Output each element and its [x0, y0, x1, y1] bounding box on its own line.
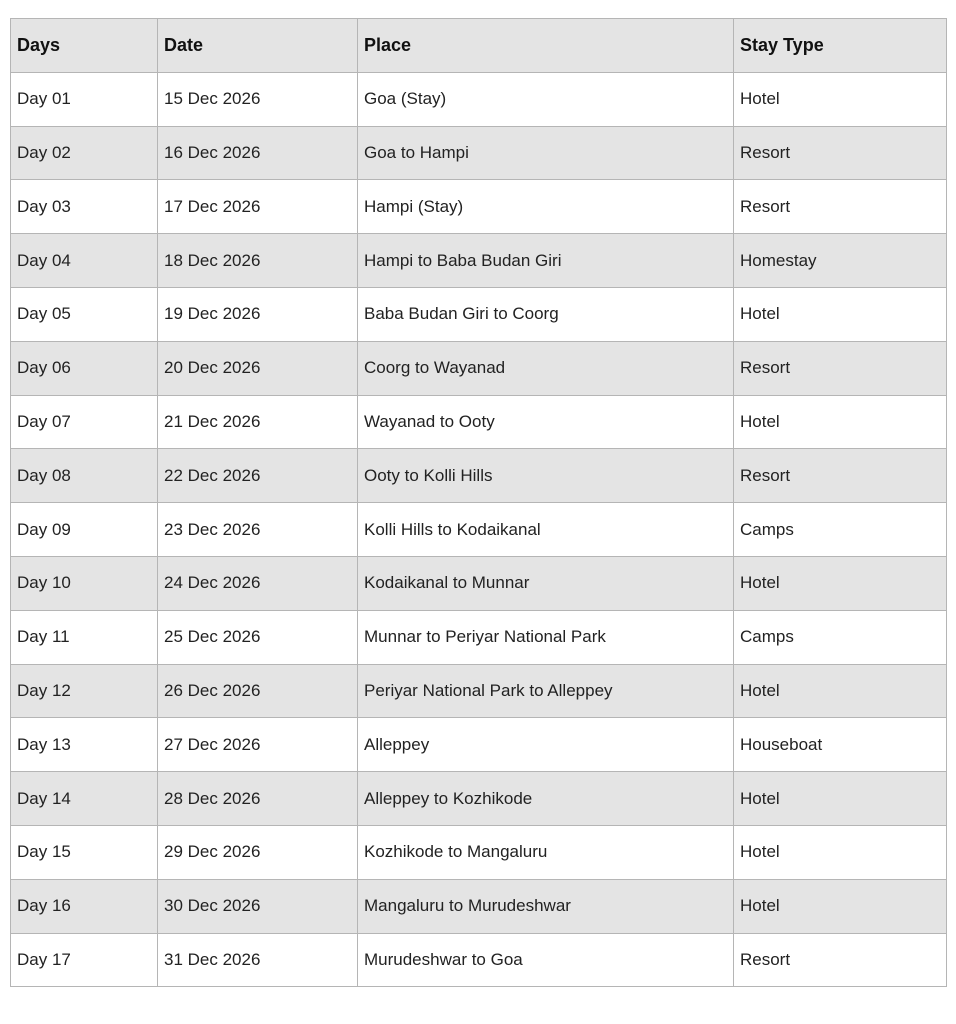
- header-stay-type: Stay Type: [734, 19, 947, 73]
- table-row: [11, 180, 947, 234]
- table-row: [11, 395, 947, 449]
- cell-stay-type: Resort: [734, 341, 947, 395]
- cell-day: Day 01: [11, 72, 158, 126]
- cell-stay-type: Houseboat: [734, 718, 947, 772]
- cell-day: Day 02: [11, 126, 158, 180]
- cell-stay-type: Hotel: [734, 287, 947, 341]
- cell-place: Alleppey: [358, 718, 734, 772]
- cell-date: 15 Dec 2026: [158, 72, 358, 126]
- cell-place: Alleppey to Kozhikode: [358, 772, 734, 826]
- cell-place: Periyar National Park to Alleppey: [358, 664, 734, 718]
- cell-day: Day 03: [11, 180, 158, 234]
- cell-date: 25 Dec 2026: [158, 610, 358, 664]
- cell-stay-type: Resort: [734, 449, 947, 503]
- table-row: [11, 72, 947, 126]
- cell-date: 22 Dec 2026: [158, 449, 358, 503]
- cell-stay-type: Homestay: [734, 234, 947, 288]
- cell-date: 21 Dec 2026: [158, 395, 358, 449]
- cell-place: Baba Budan Giri to Coorg: [358, 287, 734, 341]
- cell-day: Day 15: [11, 825, 158, 879]
- cell-stay-type: Hotel: [734, 395, 947, 449]
- cell-date: 19 Dec 2026: [158, 287, 358, 341]
- table-row: [11, 825, 947, 879]
- cell-day: Day 13: [11, 718, 158, 772]
- header-days: Days: [11, 19, 158, 73]
- cell-stay-type: Resort: [734, 180, 947, 234]
- table-row: [11, 772, 947, 826]
- cell-stay-type: Hotel: [734, 556, 947, 610]
- header-place: Place: [358, 19, 734, 73]
- cell-date: 18 Dec 2026: [158, 234, 358, 288]
- table-row: [11, 341, 947, 395]
- cell-date: 30 Dec 2026: [158, 879, 358, 933]
- cell-stay-type: Camps: [734, 610, 947, 664]
- cell-date: 16 Dec 2026: [158, 126, 358, 180]
- cell-date: 24 Dec 2026: [158, 556, 358, 610]
- cell-place: Murudeshwar to Goa: [358, 933, 734, 987]
- header-row: [11, 19, 947, 73]
- cell-date: 23 Dec 2026: [158, 503, 358, 557]
- table-row: [11, 933, 947, 987]
- cell-stay-type: Hotel: [734, 825, 947, 879]
- cell-date: 17 Dec 2026: [158, 180, 358, 234]
- cell-place: Kozhikode to Mangaluru: [358, 825, 734, 879]
- cell-place: Mangaluru to Murudeshwar: [358, 879, 734, 933]
- cell-stay-type: Hotel: [734, 879, 947, 933]
- cell-day: Day 04: [11, 234, 158, 288]
- cell-place: Kodaikanal to Munnar: [358, 556, 734, 610]
- cell-stay-type: Resort: [734, 126, 947, 180]
- cell-day: Day 14: [11, 772, 158, 826]
- table-row: [11, 718, 947, 772]
- cell-stay-type: Hotel: [734, 664, 947, 718]
- cell-place: Kolli Hills to Kodaikanal: [358, 503, 734, 557]
- cell-day: Day 12: [11, 664, 158, 718]
- cell-stay-type: Hotel: [734, 72, 947, 126]
- cell-place: Munnar to Periyar National Park: [358, 610, 734, 664]
- cell-place: Wayanad to Ooty: [358, 395, 734, 449]
- cell-day: Day 16: [11, 879, 158, 933]
- table-row: [11, 503, 947, 557]
- cell-day: Day 05: [11, 287, 158, 341]
- header-date: Date: [158, 19, 358, 73]
- cell-date: 29 Dec 2026: [158, 825, 358, 879]
- cell-date: 31 Dec 2026: [158, 933, 358, 987]
- cell-stay-type: Camps: [734, 503, 947, 557]
- table-header: [11, 19, 947, 73]
- cell-day: Day 06: [11, 341, 158, 395]
- table-body: [11, 72, 947, 987]
- cell-day: Day 07: [11, 395, 158, 449]
- cell-date: 28 Dec 2026: [158, 772, 358, 826]
- table-row: [11, 126, 947, 180]
- table-row: [11, 879, 947, 933]
- cell-stay-type: Hotel: [734, 772, 947, 826]
- cell-stay-type: Resort: [734, 933, 947, 987]
- cell-date: 26 Dec 2026: [158, 664, 358, 718]
- cell-place: Hampi (Stay): [358, 180, 734, 234]
- cell-day: Day 11: [11, 610, 158, 664]
- table-row: [11, 664, 947, 718]
- cell-place: Coorg to Wayanad: [358, 341, 734, 395]
- cell-day: Day 10: [11, 556, 158, 610]
- cell-place: Goa to Hampi: [358, 126, 734, 180]
- cell-date: 20 Dec 2026: [158, 341, 358, 395]
- table-row: [11, 610, 947, 664]
- cell-place: Hampi to Baba Budan Giri: [358, 234, 734, 288]
- table-row: [11, 556, 947, 610]
- itinerary-table: [10, 18, 947, 987]
- table-row: [11, 449, 947, 503]
- cell-place: Ooty to Kolli Hills: [358, 449, 734, 503]
- table-row: [11, 287, 947, 341]
- cell-place: Goa (Stay): [358, 72, 734, 126]
- cell-day: Day 17: [11, 933, 158, 987]
- cell-day: Day 08: [11, 449, 158, 503]
- table-row: [11, 234, 947, 288]
- cell-day: Day 09: [11, 503, 158, 557]
- cell-date: 27 Dec 2026: [158, 718, 358, 772]
